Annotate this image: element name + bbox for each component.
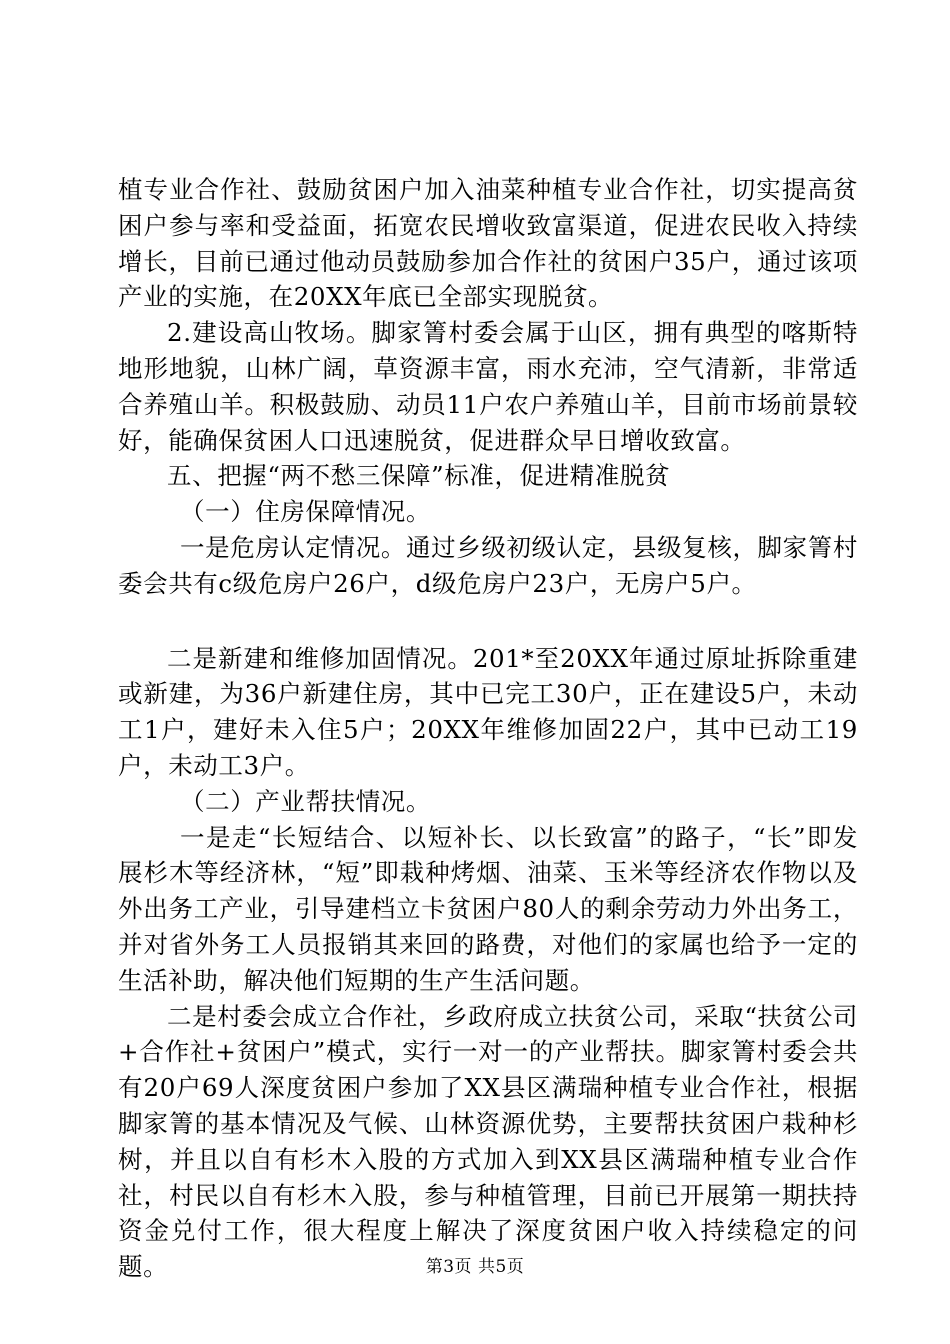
page-number-footer: 第3页 共5页 — [425, 1257, 525, 1277]
section-heading-five: 五、把握“两不愁三保障”标准，促进精准脱贫 — [167, 461, 671, 491]
paragraph-gap — [118, 602, 858, 641]
paragraph-cooperative-company: 二是村委会成立合作社，乡政府成立扶贫公司，采取“扶贫公司+合作社+贫困户”模式，实行一对一的产业帮扶。脚家箐村委会共有20户69人深度贫困户参加了XX县区满瑞种植专业合作社，根据脚家箐的基本情况及气候、山林资源优势，主要帮扶贫困户栽种杉树，并且以自有杉木入股的方式加入到XX县区满瑞种植专业合作社，村民以自有杉木入股，参与种植管理，目前已开展第一期扶持资金兑付工作，很大程度上解决了深度贫困户收入持续稳定的问题。 — [118, 1001, 858, 1282]
paragraph-long-short-strategy: 一是走“长短结合、以短补长、以长致富”的路子，“长”即发展杉木等经济林，“短”即栽种烤烟、油菜、玉米等经济农作物以及外出务工产业，引导建档立卡贫困户80人的剩余劳动力外出务工，并对省外务工人员报销其来回的路费，对他们的家属也给予一定的生活补助，解决他们短期的生产生活问题。 — [118, 822, 858, 995]
paragraph-new-construction: 二是新建和维修加固情况。201*至20XX年通过原址拆除重建或新建，为36户新建住房，其中已完工30户，正在建设5户，未动工1户，建好未入住5户；20XX年维修加固22户，其中已动工19户，未动工3户。 — [118, 643, 858, 780]
subheading-housing: （一）住房保障情况。 — [180, 497, 431, 527]
document-body — [118, 172, 858, 1285]
paragraph-highland-pasture: 2.建设高山牧场。脚家箐村委会属于山区，拥有典型的喀斯特地形地貌，山林广阔，草资源丰富，雨水充沛，空气清新，非常适合养殖山羊。积极鼓励、动员11户农户养殖山羊，目前市场前景较好，能确保贫困人口迅速脱贫，促进群众早日增收致富。 — [118, 318, 858, 455]
paragraph-dangerous-housing: 一是危房认定情况。通过乡级初级认定，县级复核，脚家箐村委会共有c级危房户26户，d级危房户23户，无房户5户。 — [118, 532, 858, 598]
paragraph-cooperative-continuation: 植专业合作社、鼓励贫困户加入油菜种植专业合作社，切实提高贫困户参与率和受益面，拓宽农民增收致富渠道，促进农民收入持续增长，目前已通过他动员鼓励参加合作社的贫困户35户，通过该项产业的实施，在20XX年底已全部实现脱贫。 — [118, 175, 858, 312]
subheading-industry: （二）产业帮扶情况。 — [180, 786, 431, 816]
